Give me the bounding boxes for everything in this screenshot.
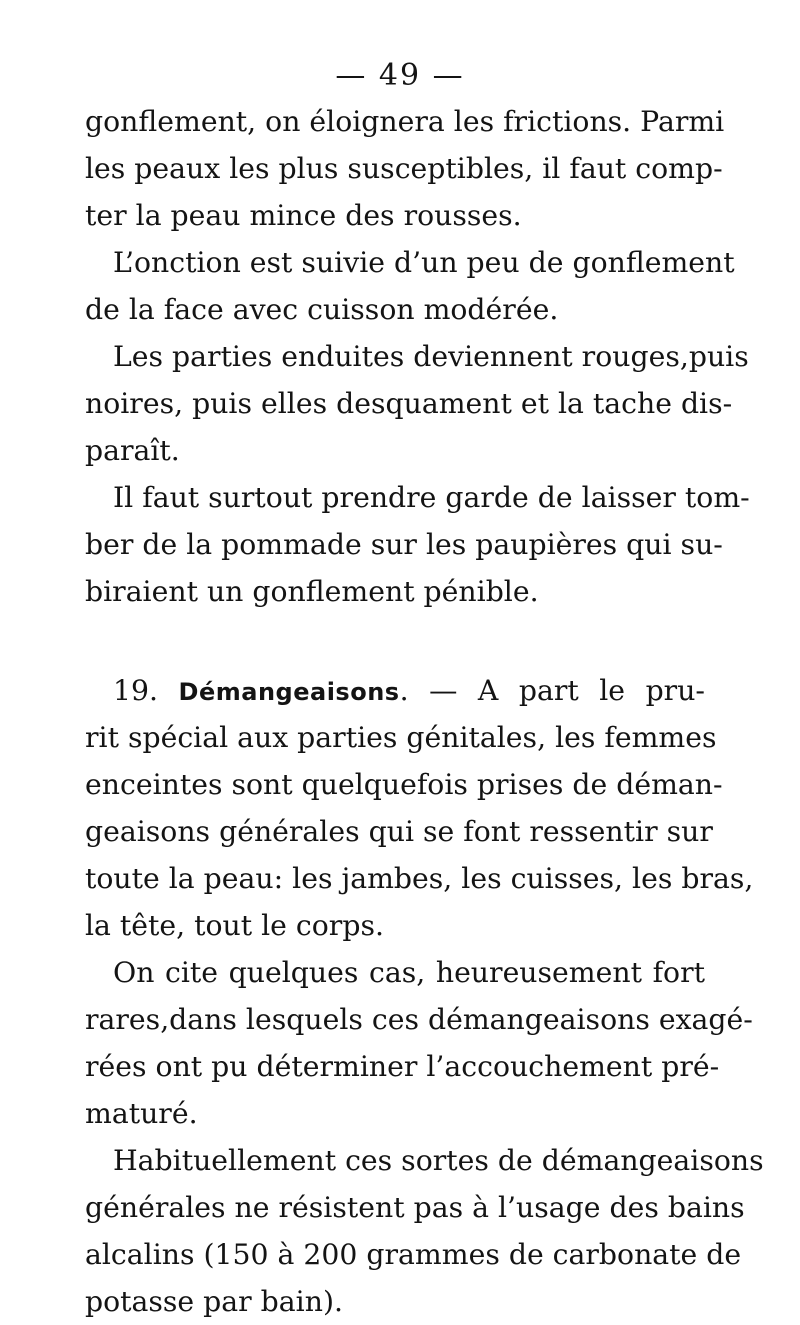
text-line: rées ont pu déterminer l’accouchement pré-	[85, 1050, 720, 1083]
text-line: On cite quelques cas, heureusement fort	[113, 956, 705, 989]
text-line: maturé.	[85, 1097, 198, 1130]
paragraph	[85, 1137, 764, 1325]
text-line: la tête, tout le corps.	[85, 909, 384, 942]
text-line: paraît.	[85, 434, 180, 467]
section-heading: Démangeaisons	[178, 678, 400, 706]
paragraph	[85, 333, 749, 474]
text-line: rit spécial aux parties génitales, les femmes	[85, 721, 717, 754]
text-line: générales ne résistent pas à l’usage des bains	[85, 1191, 745, 1224]
text-line: Il faut surtout prendre garde de laisser tom-	[113, 481, 750, 514]
text-line: de la face avec cuisson modérée.	[85, 293, 559, 326]
paragraph	[85, 98, 725, 239]
text-line: rares,dans lesquels ces démangeaisons exagé-	[85, 1003, 753, 1036]
text-line: les peaux les plus susceptibles, il faut comp-	[85, 152, 723, 185]
text-line: enceintes sont quelquefois prises de déman-	[85, 768, 723, 801]
section-19	[85, 667, 754, 949]
text-line: potasse par bain).	[85, 1285, 343, 1318]
section-first-line	[85, 667, 705, 714]
page-number: — 49 —	[335, 58, 465, 93]
text-line: ter la peau mince des rousses.	[85, 199, 522, 232]
text-line: geaisons générales qui se font ressentir sur	[85, 815, 713, 848]
section-number: 19.	[113, 674, 159, 707]
paragraph	[85, 949, 753, 1137]
text-line: Habituellement ces sortes de démangeaisons	[113, 1144, 764, 1177]
text-line: ber de la pommade sur les paupières qui su-	[85, 528, 723, 561]
section-first-line-rest: . — A part le pru-	[399, 674, 705, 707]
text-line: alcalins (150 à 200 grammes de carbonate de	[85, 1238, 742, 1271]
text-line: Les parties enduites deviennent rouges,puis	[113, 340, 749, 373]
text-line: toute la peau: les jambes, les cuisses, les bras,	[85, 862, 754, 895]
paragraph	[85, 239, 735, 333]
text-line: gonflement, on éloignera les frictions. Parmi	[85, 105, 725, 138]
paragraph	[85, 474, 750, 615]
body-text	[85, 98, 764, 1325]
text-line: noires, puis elles desquament et la tache dis-	[85, 387, 733, 420]
text-line: biraient un gonflement pénible.	[85, 575, 539, 608]
text-line: L’onction est suivie d’un peu de gonflement	[113, 246, 735, 279]
section-gap	[85, 615, 705, 667]
